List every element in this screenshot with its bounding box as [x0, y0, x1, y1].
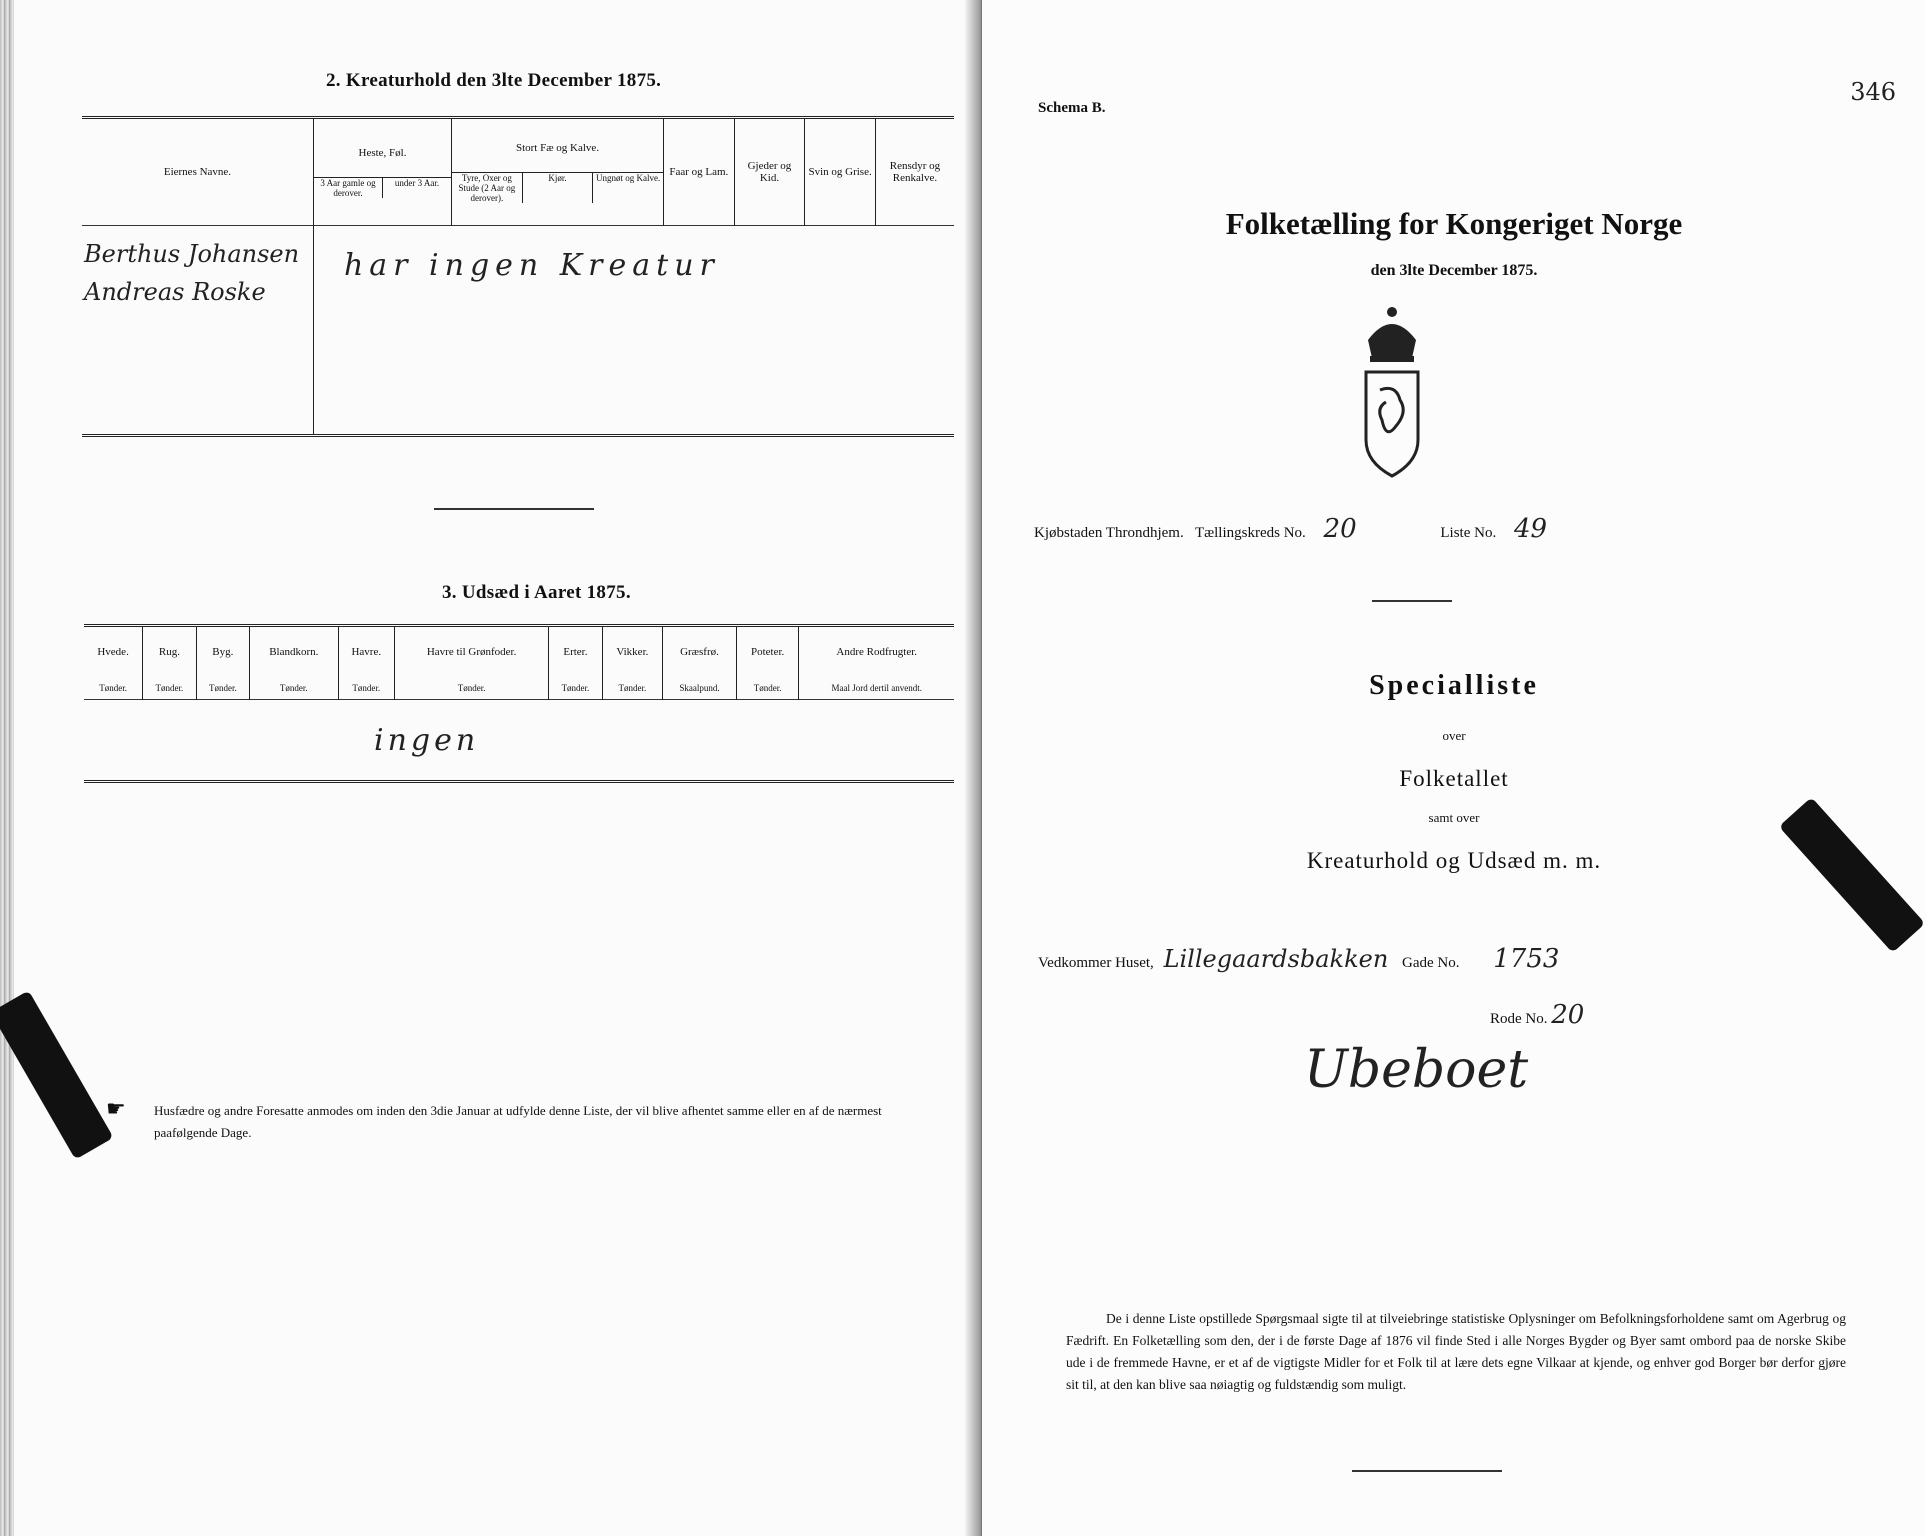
rode-label: Rode No.	[1490, 1011, 1548, 1027]
crop-column-header: Hvede.	[97, 646, 129, 659]
rode-number: 20	[1551, 1000, 1585, 1030]
crop-column-unit: Tønder.	[602, 678, 662, 700]
list-number: 49	[1513, 514, 1548, 544]
owners-cell	[82, 226, 313, 436]
pointing-hand-icon: ☛	[106, 1096, 126, 1121]
rode-line	[1490, 1000, 1584, 1030]
col-pigs: Svin og Grise.	[805, 118, 876, 226]
col-horses	[313, 118, 451, 226]
col-goats: Gjeder og Kid.	[734, 118, 805, 226]
horses-sub1: 3 Aar gamle og derover.	[314, 178, 383, 198]
section3-title: 3. Udsæd i Aaret 1875.	[442, 582, 631, 603]
over-text: over	[1442, 728, 1466, 743]
livestock-note: har ingen Kreatur	[343, 248, 720, 283]
col-sheep: Faar og Lam.	[663, 118, 734, 226]
cattle-label: Stort Fæ og Kalve.	[515, 141, 600, 154]
schema-label: Schema B.	[1038, 100, 1106, 116]
divider	[1352, 1470, 1502, 1472]
list-label: Liste No.	[1440, 525, 1497, 541]
gade-number: 1753	[1493, 944, 1560, 974]
crop-table	[84, 624, 954, 783]
main-title: Folketælling for Kongeriget Norge	[1225, 206, 1683, 241]
horses-sub2: under 3 Aar.	[394, 177, 440, 188]
cattle-sub3: Ungnøt og Kalve.	[596, 172, 661, 183]
footnote: Husfædre og andre Foresatte anmodes om inden den 3die Januar at udfylde denne Liste, der vil blive afhentet samme eller en af de nærmest paafølgende Dage.	[154, 1103, 882, 1140]
crop-note-cell	[84, 700, 954, 782]
house-label: Vedkommer Huset,	[1038, 955, 1154, 971]
specialliste-heading: Specialliste	[1369, 670, 1539, 701]
crop-column-unit: Tønder.	[736, 678, 799, 700]
crop-column-header: Havre.	[338, 626, 395, 678]
col-reindeer: Rensdyr og Renkalve.	[875, 118, 954, 226]
crop-column-unit: Tønder.	[549, 678, 602, 700]
livestock-table	[82, 116, 954, 437]
status-handwriting: Ubeboet	[1304, 1040, 1529, 1100]
horses-label: Heste, Føl.	[358, 146, 407, 159]
crop-column-unit: Tønder.	[196, 678, 249, 700]
samt-over-text: samt over	[1428, 810, 1480, 825]
kreaturhold-heading: Kreaturhold og Udsæd m. m.	[1306, 848, 1602, 873]
section2-title: 2. Kreaturhold den 3lte December 1875.	[326, 70, 662, 91]
divider	[434, 508, 594, 510]
crop-column-header: Græsfrø.	[663, 626, 737, 678]
col-owner: Eiernes Navne.	[163, 166, 232, 178]
crop-column-header: Poteter.	[736, 626, 799, 678]
house-line	[1038, 944, 1559, 974]
coat-of-arms-icon	[1356, 300, 1428, 480]
location-label: Kjøbstaden Throndhjem.	[1034, 525, 1184, 541]
livestock-note-cell	[313, 226, 954, 436]
cattle-sub1: Tyre, Oxer og Stude (2 Aar og derover).	[452, 173, 523, 203]
crop-column-header: Andre Rodfrugter.	[799, 626, 954, 678]
crop-column-header: Rug.	[143, 626, 196, 678]
crop-column-unit: Tønder.	[250, 678, 338, 700]
house-value: Lillegaardsbakken	[1163, 945, 1389, 973]
crop-column-unit: Skaalpund.	[663, 678, 737, 700]
gade-label: Gade No.	[1402, 955, 1460, 971]
owner-name: Andreas Roske	[84, 278, 266, 306]
crop-column-header: Vikker.	[602, 626, 662, 678]
crop-column-unit: Tønder.	[395, 678, 549, 700]
owner-name: Berthus Johansen	[84, 240, 300, 268]
census-date: den 3lte December 1875.	[1370, 262, 1538, 279]
district-line	[1034, 514, 1547, 544]
cattle-sub2: Kjør.	[523, 173, 594, 203]
left-page	[14, 0, 984, 1536]
folketallet-heading: Folketallet	[1399, 766, 1509, 791]
info-paragraph: De i denne Liste opstillede Spørgsmaal sigte til at tilveiebringe statistiske Oplysninger om Befolkningsforholdene samt om Agerbrug og Fædrift. En Folketælling som den, der i de første Dage af 1876 vil finde Sted i alle Norges Bygder og Byer samt ombord paa de norske Skibe ude i de fremmede Havne, er et af de vigtigste Midler for et Folk til at lære dets egne Vilkaar at kjende, og enhver god Borger bør derfor gjøre sit til, at den kan blive saa nøiagtig og fuldstændig som muligt.	[1066, 1311, 1846, 1392]
crop-column-header: Havre til Grønfoder.	[395, 626, 549, 678]
district-number: 20	[1323, 514, 1357, 544]
district-label: Tællingskreds No.	[1194, 525, 1306, 541]
crop-column-header: Byg.	[196, 626, 249, 678]
crop-column-unit: Tønder.	[143, 678, 196, 700]
page-number: 346	[1850, 78, 1896, 106]
divider	[1372, 600, 1452, 602]
crop-column-unit: Maal Jord dertil anvendt.	[799, 678, 954, 700]
right-page	[982, 0, 1926, 1536]
crop-note: ingen	[374, 722, 480, 758]
col-cattle	[452, 118, 664, 226]
crop-column-header: Blandkorn.	[250, 626, 338, 678]
crop-column-unit: Tønder.	[338, 678, 395, 700]
crop-column-header: Erter.	[549, 626, 602, 678]
crop-column-unit: Tønder.	[99, 683, 127, 694]
